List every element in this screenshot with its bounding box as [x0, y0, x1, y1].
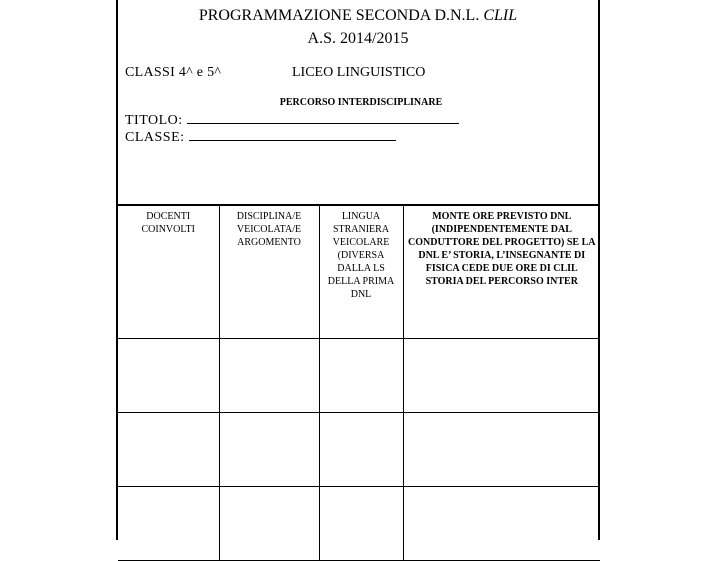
- school-type: LICEO LINGUISTICO: [292, 65, 426, 80]
- header-monte-ore: MONTE ORE PREVISTO DNL (INDIPENDENTEMENTE DAL CONDUTTORE DEL PROGETTO) SE LA DNL E’ STORIA, L’INSEGNANTE DI FISICA CEDE DUE ORE DI CLIL STORIA DEL PERCORSO INTER: [403, 205, 600, 338]
- table-cell[interactable]: [219, 412, 319, 486]
- table-cell[interactable]: [403, 486, 600, 560]
- header-disciplina: DISCIPLINA/E VEICOLATA/E ARGOMENTO: [219, 205, 319, 338]
- title-main-text: PROGRAMMAZIONE SECONDA D.N.L.: [198, 7, 484, 24]
- table-cell[interactable]: [403, 412, 600, 486]
- table-header-row: [118, 205, 600, 338]
- document-page: [116, 0, 600, 540]
- table-cell[interactable]: [319, 486, 403, 560]
- school-year: A.S. 2014/2015: [307, 30, 409, 47]
- class-field: [125, 127, 396, 147]
- header-lingua: LINGUA STRANIERA VEICOLARE (DIVERSA DALLA LS DELLA PRIMA DNL: [319, 205, 403, 338]
- document-title: [118, 6, 598, 26]
- table-cell[interactable]: [118, 338, 219, 412]
- header-docenti: DOCENTI COINVOLTI: [118, 205, 219, 338]
- title-field-label: TITOLO:: [125, 113, 183, 128]
- table-cell[interactable]: [118, 486, 219, 560]
- table-cell[interactable]: [219, 338, 319, 412]
- table-row: [118, 486, 600, 560]
- plan-table: [118, 204, 600, 561]
- table-cell[interactable]: [319, 338, 403, 412]
- table-row: [118, 338, 600, 412]
- table-cell[interactable]: [403, 338, 600, 412]
- class-field-label: CLASSE:: [125, 130, 185, 145]
- pathway-heading: PERCORSO INTERDISCIPLINARE: [279, 97, 443, 108]
- classes-label: CLASSI 4^ e 5^: [125, 65, 222, 80]
- table-cell[interactable]: [319, 412, 403, 486]
- table-cell[interactable]: [219, 486, 319, 560]
- class-field-blank[interactable]: [189, 127, 396, 141]
- title-field-blank[interactable]: [187, 110, 459, 124]
- title-clil-text: CLIL: [483, 7, 518, 24]
- table-cell[interactable]: [118, 412, 219, 486]
- table-row: [118, 412, 600, 486]
